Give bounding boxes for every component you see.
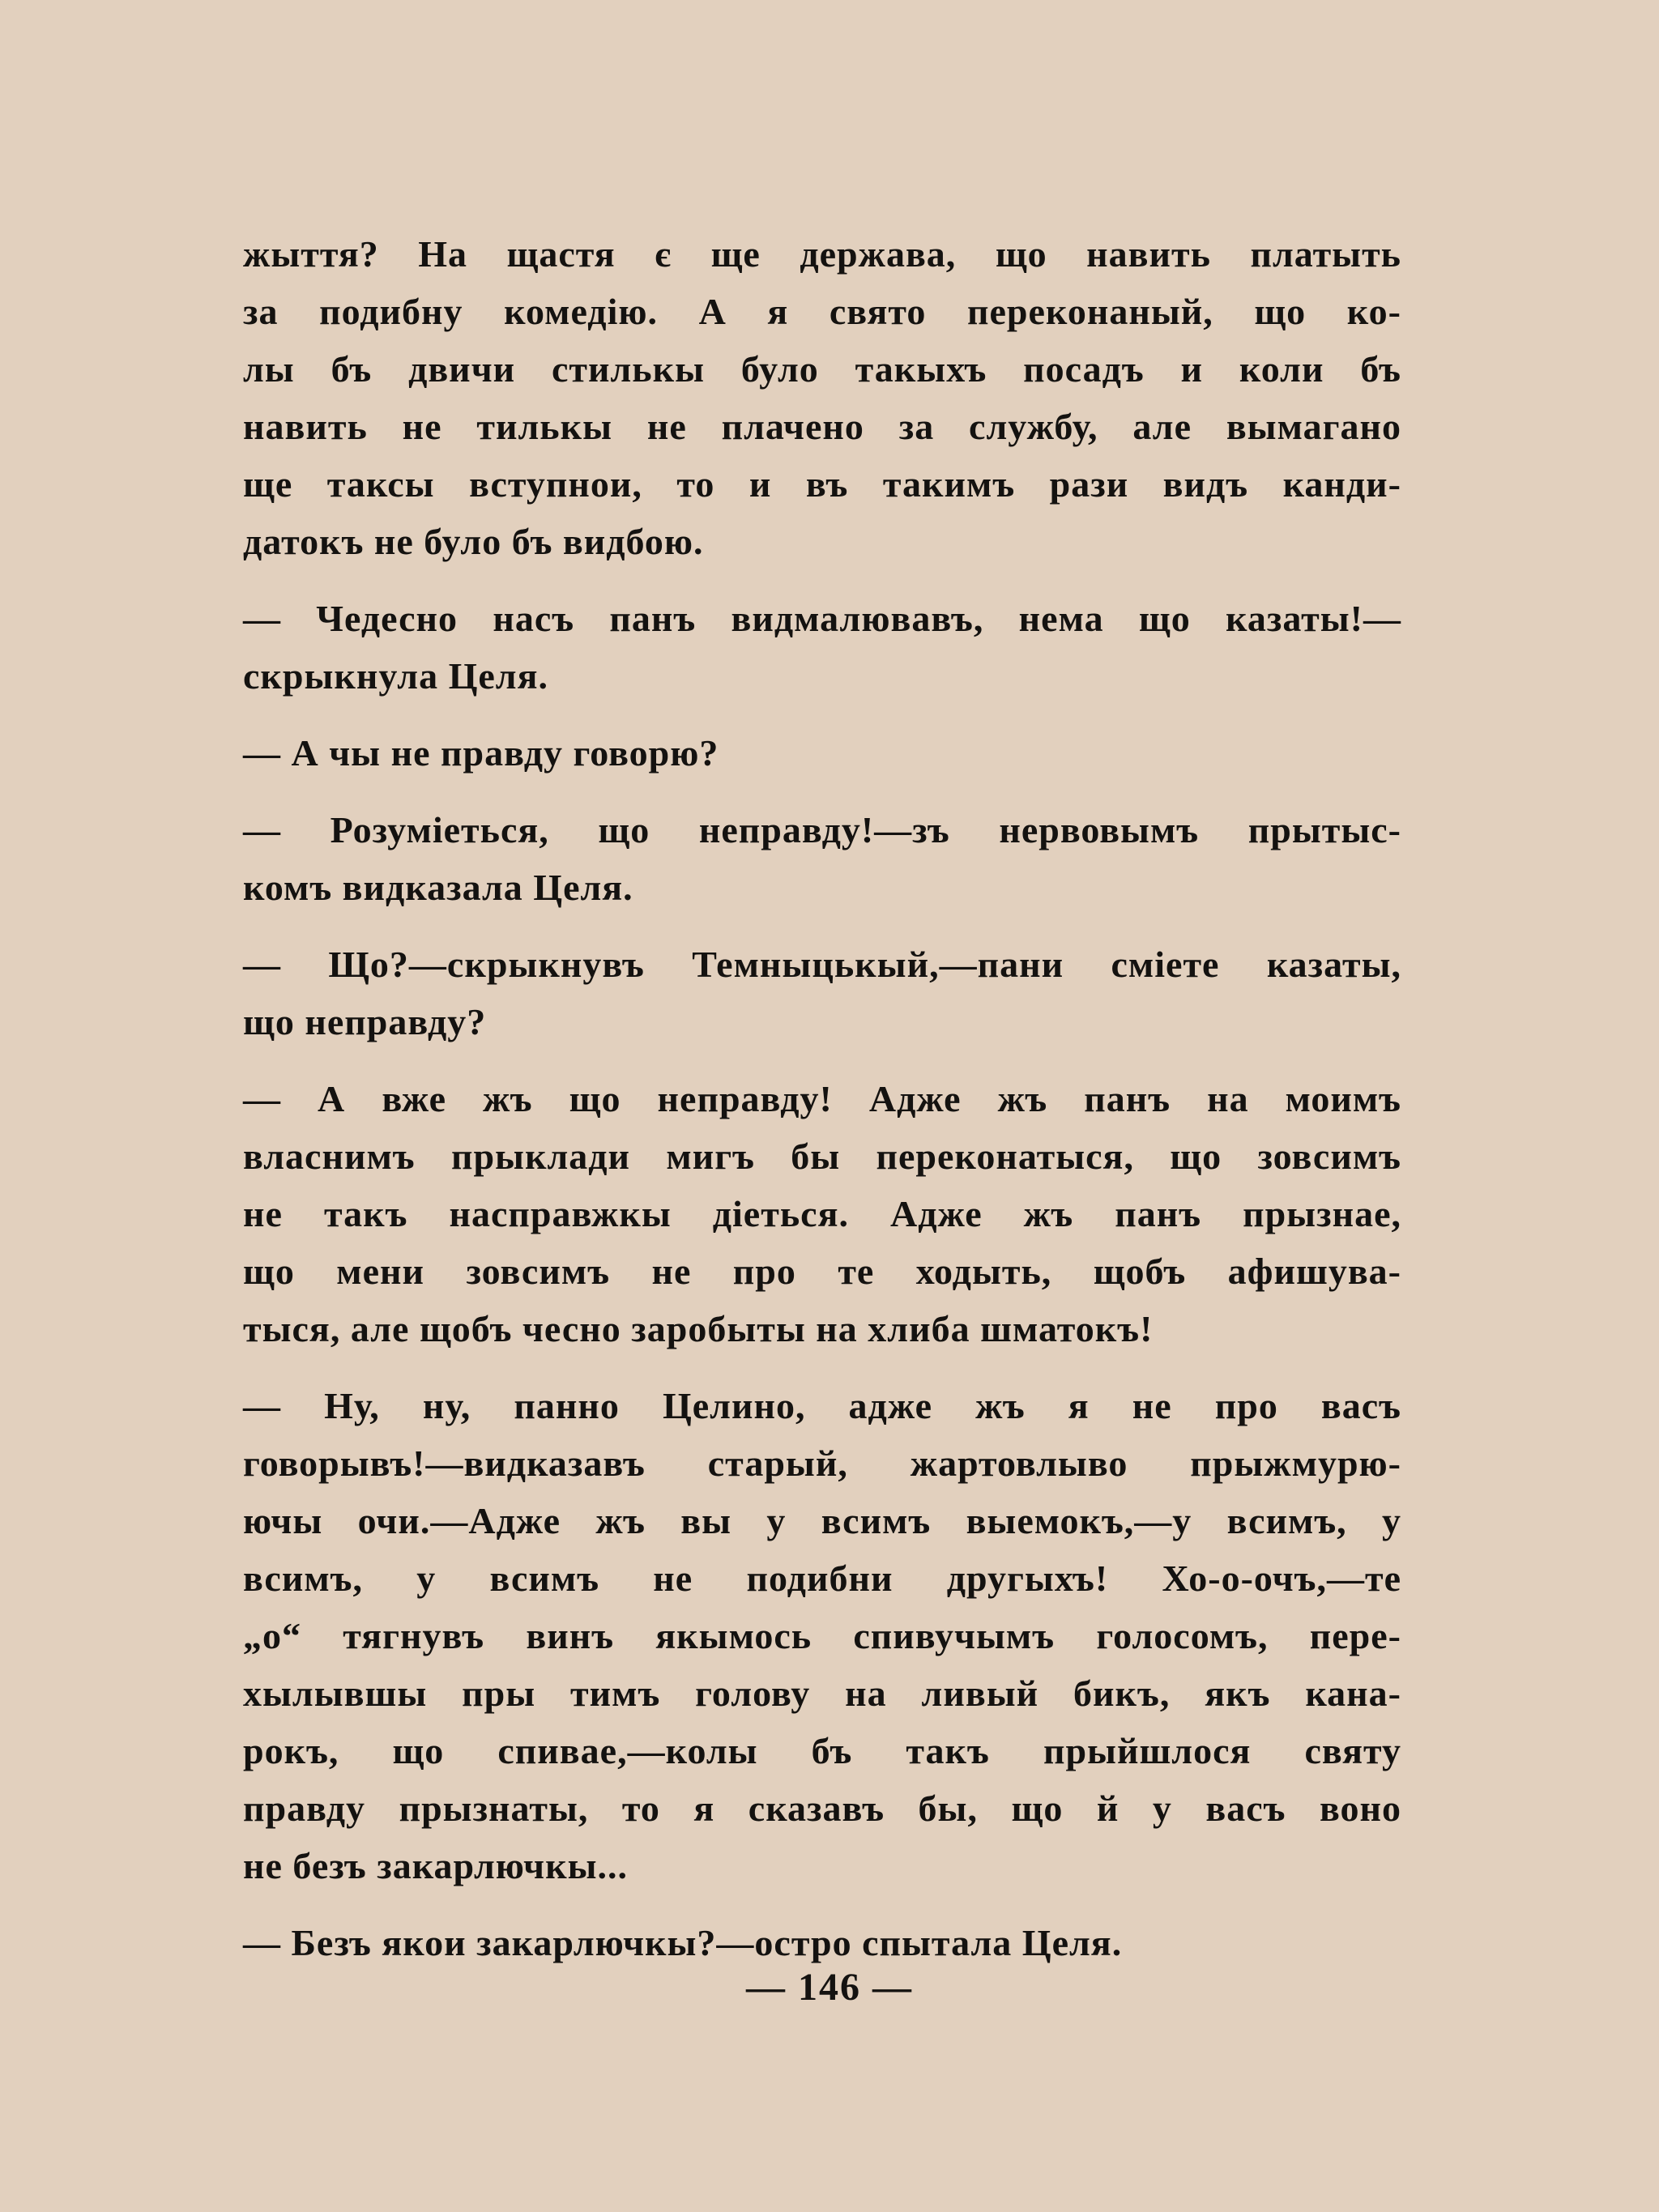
paragraph [243, 1377, 1401, 1894]
text-line: навить не тилькы не плачено за службу, але вымагано [243, 406, 1401, 447]
text-line: — А вже жъ що неправду! Адже жъ панъ на моимъ [243, 1078, 1401, 1119]
text-line: що неправду? [243, 1001, 487, 1042]
text-line: жыття? На щастя є ще держава, що навить платыть [243, 233, 1401, 275]
text-line: — А чы не правду говорю? [243, 732, 719, 774]
text-line: ючы очи.—Адже жъ вы у всимъ выемокъ,—у всимъ, у [243, 1500, 1401, 1541]
text-line: за подибну комедію. А я свято переконаный, що ко- [243, 291, 1401, 332]
text-line: — Безъ якои закарлючкы?—остро спытала Целя. [243, 1922, 1123, 1963]
paragraph [243, 1070, 1401, 1357]
page-number: — 146 — [746, 1966, 913, 2009]
paragraph [243, 590, 1401, 705]
text-line: хылывшы пры тимъ голову на ливый бикъ, якъ кана- [243, 1673, 1401, 1714]
paragraph [243, 724, 1401, 782]
text-line: власнимъ прыклади мигъ бы переконатыся, що зовсимъ [243, 1136, 1401, 1177]
text-line: — Що?—скрыкнувъ Темныцькый,—пани сміете казаты, [243, 944, 1401, 985]
text-line: — Чедесно насъ панъ видмалювавъ, нема що казаты!— [243, 598, 1401, 639]
text-line: всимъ, у всимъ не подибни другыхъ! Хо-о-очъ,—те [243, 1558, 1401, 1599]
body-text [243, 225, 1401, 1991]
paragraph [243, 801, 1401, 916]
text-line: ще таксы вступнои, то и въ такимъ рази видъ канди- [243, 463, 1401, 505]
text-line: тыся, але щобъ чесно заробыты на хлиба шматокъ! [243, 1308, 1154, 1349]
text-line: комъ видказала Целя. [243, 867, 633, 908]
text-line: не такъ насправжкы діеться. Адже жъ панъ прызнае, [243, 1193, 1401, 1234]
text-line: „о“ тягнувъ винъ якымось спивучымъ голосомъ, пере- [243, 1615, 1401, 1656]
paragraph [243, 1914, 1401, 1971]
text-line: рокъ, що спивае,—колы бъ такъ прыйшлося святу [243, 1730, 1401, 1771]
text-line: скрыкнула Целя. [243, 655, 548, 697]
text-line: датокъ не було бъ видбою. [243, 521, 704, 562]
text-line: лы бъ двичи стилькы було такыхъ посадъ и коли бъ [243, 348, 1401, 390]
text-line: — Розуміеться, що неправду!—зъ нервовымъ прытыс- [243, 809, 1401, 850]
paragraph [243, 225, 1401, 570]
paragraph [243, 936, 1401, 1051]
text-line: говорывъ!—видказавъ старый, жартовлыво прыжмурю- [243, 1443, 1401, 1484]
text-line: не безъ закарлючкы... [243, 1845, 629, 1886]
text-line: правду прызнаты, то я сказавъ бы, що й у васъ воно [243, 1788, 1401, 1829]
text-line: що мени зовсимъ не про те ходыть, щобъ афишува- [243, 1251, 1401, 1292]
text-line: — Ну, ну, панно Целино, адже жъ я не про васъ [243, 1385, 1401, 1426]
